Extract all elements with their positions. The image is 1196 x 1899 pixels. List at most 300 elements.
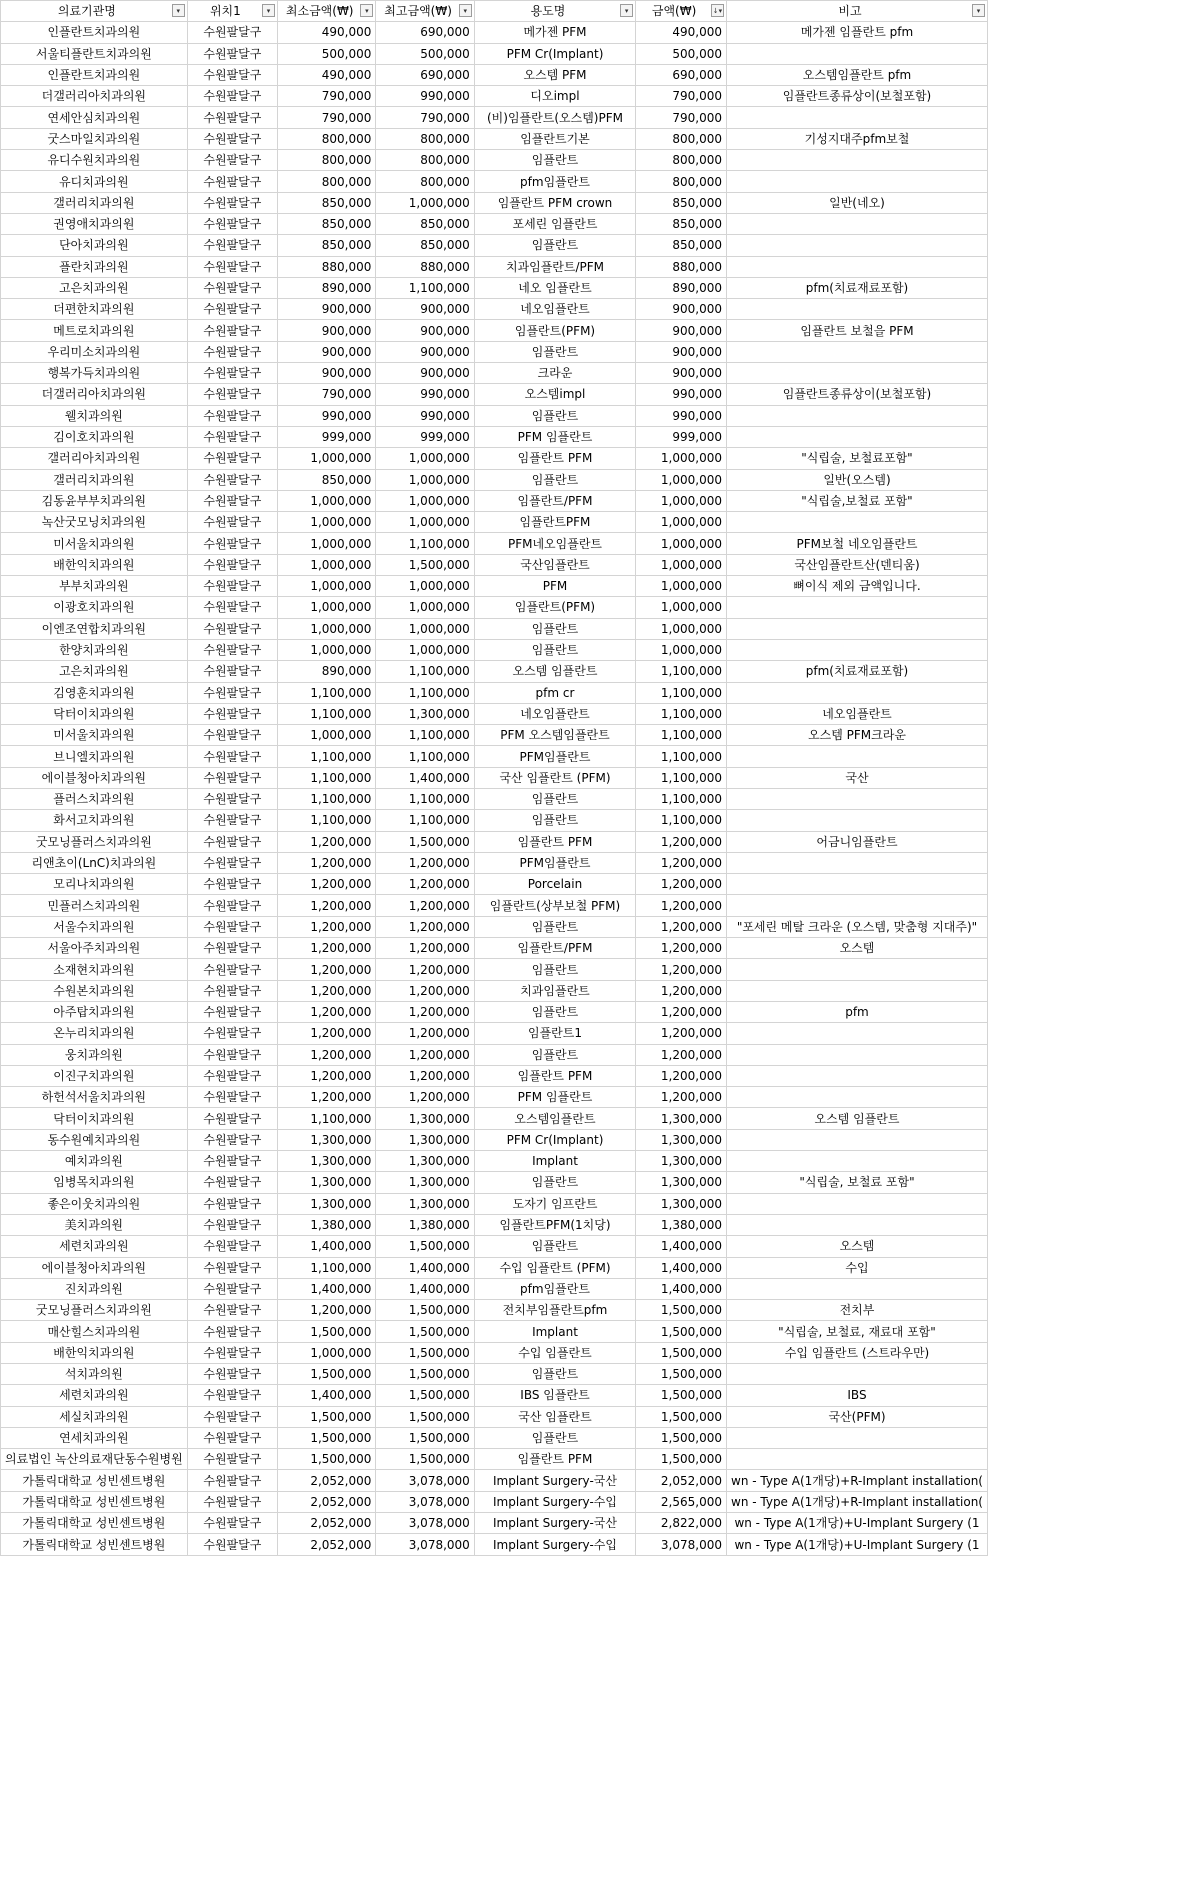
max-price-cell[interactable]: 1,500,000 bbox=[376, 1321, 474, 1342]
usage-name-cell[interactable]: 디오impl bbox=[474, 86, 635, 107]
table-row[interactable] bbox=[1, 171, 988, 192]
max-price-cell[interactable]: 1,200,000 bbox=[376, 938, 474, 959]
max-price-cell[interactable]: 1,500,000 bbox=[376, 1300, 474, 1321]
table-row[interactable] bbox=[1, 1321, 988, 1342]
price-cell[interactable]: 1,100,000 bbox=[636, 746, 727, 767]
remarks-cell[interactable]: "식립술,보철료 포함" bbox=[726, 490, 987, 511]
table-row[interactable] bbox=[1, 1172, 988, 1193]
hospital-name-cell[interactable]: 수원본치과의원 bbox=[1, 980, 188, 1001]
location-cell[interactable]: 수원팔달구 bbox=[187, 277, 277, 298]
max-price-cell[interactable]: 1,200,000 bbox=[376, 959, 474, 980]
min-price-cell[interactable]: 1,200,000 bbox=[278, 916, 376, 937]
table-row[interactable] bbox=[1, 213, 988, 234]
location-cell[interactable]: 수원팔달구 bbox=[187, 1364, 277, 1385]
max-price-cell[interactable]: 1,500,000 bbox=[376, 1236, 474, 1257]
price-cell[interactable]: 1,200,000 bbox=[636, 1065, 727, 1086]
table-row[interactable] bbox=[1, 661, 988, 682]
remarks-cell[interactable]: wn - Type A(1개당)+U-Implant Surgery (1 bbox=[726, 1513, 987, 1534]
usage-name-cell[interactable]: Implant Surgery-국산 bbox=[474, 1470, 635, 1491]
filter-dropdown-icon[interactable]: ▾ bbox=[262, 4, 275, 17]
location-cell[interactable]: 수원팔달구 bbox=[187, 874, 277, 895]
hospital-name-cell[interactable]: 권영애치과의원 bbox=[1, 213, 188, 234]
location-cell[interactable]: 수원팔달구 bbox=[187, 980, 277, 1001]
remarks-cell[interactable]: 임플란트 보철을 PFM bbox=[726, 320, 987, 341]
hospital-name-cell[interactable]: 유디수원치과의원 bbox=[1, 150, 188, 171]
min-price-cell[interactable]: 1,100,000 bbox=[278, 682, 376, 703]
price-cell[interactable]: 1,500,000 bbox=[636, 1449, 727, 1470]
location-cell[interactable]: 수원팔달구 bbox=[187, 107, 277, 128]
min-price-cell[interactable]: 1,100,000 bbox=[278, 1257, 376, 1278]
usage-name-cell[interactable]: 수입 임플란트 bbox=[474, 1342, 635, 1363]
price-cell[interactable]: 1,100,000 bbox=[636, 788, 727, 809]
location-cell[interactable]: 수원팔달구 bbox=[187, 405, 277, 426]
hospital-name-cell[interactable]: 인플란트치과의원 bbox=[1, 22, 188, 43]
max-price-cell[interactable]: 990,000 bbox=[376, 384, 474, 405]
max-price-cell[interactable]: 800,000 bbox=[376, 128, 474, 149]
remarks-cell[interactable] bbox=[726, 618, 987, 639]
usage-name-cell[interactable]: 임플란트 bbox=[474, 1427, 635, 1448]
min-price-cell[interactable]: 2,052,000 bbox=[278, 1470, 376, 1491]
usage-name-cell[interactable]: 임플란트 bbox=[474, 1364, 635, 1385]
remarks-cell[interactable]: 오스템 임플란트 bbox=[726, 1108, 987, 1129]
max-price-cell[interactable]: 880,000 bbox=[376, 256, 474, 277]
usage-name-cell[interactable]: 임플란트 PFM bbox=[474, 831, 635, 852]
hospital-name-cell[interactable]: 모리나치과의원 bbox=[1, 874, 188, 895]
price-cell[interactable]: 1,000,000 bbox=[636, 512, 727, 533]
table-row[interactable] bbox=[1, 1342, 988, 1363]
price-cell[interactable]: 1,200,000 bbox=[636, 959, 727, 980]
min-price-cell[interactable]: 1,100,000 bbox=[278, 767, 376, 788]
price-cell[interactable]: 1,200,000 bbox=[636, 980, 727, 1001]
price-cell[interactable]: 1,200,000 bbox=[636, 874, 727, 895]
hospital-name-cell[interactable]: 한양치과의원 bbox=[1, 639, 188, 660]
table-row[interactable] bbox=[1, 299, 988, 320]
min-price-cell[interactable]: 900,000 bbox=[278, 320, 376, 341]
hospital-name-cell[interactable]: 행복가득치과의원 bbox=[1, 363, 188, 384]
min-price-cell[interactable]: 1,500,000 bbox=[278, 1364, 376, 1385]
hospital-name-cell[interactable]: 이광호치과의원 bbox=[1, 597, 188, 618]
hospital-name-cell[interactable]: 가톨릭대학교 성빈센트병원 bbox=[1, 1513, 188, 1534]
usage-name-cell[interactable]: PFM 임플란트 bbox=[474, 426, 635, 447]
price-cell[interactable]: 490,000 bbox=[636, 22, 727, 43]
hospital-name-cell[interactable]: 이진구치과의원 bbox=[1, 1065, 188, 1086]
min-price-cell[interactable]: 2,052,000 bbox=[278, 1491, 376, 1512]
remarks-cell[interactable]: PFM보철 네오임플란트 bbox=[726, 533, 987, 554]
usage-name-cell[interactable]: 임플란트 bbox=[474, 916, 635, 937]
price-cell[interactable]: 1,100,000 bbox=[636, 767, 727, 788]
location-cell[interactable]: 수원팔달구 bbox=[187, 938, 277, 959]
hospital-name-cell[interactable]: 가톨릭대학교 성빈센트병원 bbox=[1, 1534, 188, 1555]
usage-name-cell[interactable]: Porcelain bbox=[474, 874, 635, 895]
remarks-cell[interactable] bbox=[726, 874, 987, 895]
min-price-cell[interactable]: 900,000 bbox=[278, 299, 376, 320]
remarks-cell[interactable] bbox=[726, 341, 987, 362]
max-price-cell[interactable]: 1,300,000 bbox=[376, 1129, 474, 1150]
hospital-name-cell[interactable]: 예치과의원 bbox=[1, 1151, 188, 1172]
price-cell[interactable]: 690,000 bbox=[636, 64, 727, 85]
sort-descending-filter-icon[interactable]: ↓▾ bbox=[711, 4, 724, 17]
min-price-cell[interactable]: 1,200,000 bbox=[278, 1087, 376, 1108]
location-cell[interactable]: 수원팔달구 bbox=[187, 213, 277, 234]
price-cell[interactable]: 1,500,000 bbox=[636, 1300, 727, 1321]
price-cell[interactable]: 1,400,000 bbox=[636, 1236, 727, 1257]
usage-name-cell[interactable]: 임플란트기본 bbox=[474, 128, 635, 149]
table-row[interactable] bbox=[1, 895, 988, 916]
usage-name-cell[interactable]: 국산 임플란트 (PFM) bbox=[474, 767, 635, 788]
usage-name-cell[interactable]: 네오임플란트 bbox=[474, 703, 635, 724]
location-cell[interactable]: 수원팔달구 bbox=[187, 788, 277, 809]
price-cell[interactable]: 2,822,000 bbox=[636, 1513, 727, 1534]
hospital-name-cell[interactable]: 화서고치과의원 bbox=[1, 810, 188, 831]
table-row[interactable] bbox=[1, 938, 988, 959]
hospital-name-cell[interactable]: 에이블청아치과의원 bbox=[1, 1257, 188, 1278]
price-cell[interactable]: 900,000 bbox=[636, 299, 727, 320]
remarks-cell[interactable]: 국산임플란트산(덴티움) bbox=[726, 554, 987, 575]
hospital-name-cell[interactable]: 진치과의원 bbox=[1, 1278, 188, 1299]
max-price-cell[interactable]: 900,000 bbox=[376, 363, 474, 384]
price-cell[interactable]: 1,000,000 bbox=[636, 639, 727, 660]
hospital-name-cell[interactable]: 고은치과의원 bbox=[1, 661, 188, 682]
usage-name-cell[interactable]: PFM네오임플란트 bbox=[474, 533, 635, 554]
table-row[interactable] bbox=[1, 86, 988, 107]
hospital-name-cell[interactable]: 배한익치과의원 bbox=[1, 1342, 188, 1363]
usage-name-cell[interactable]: 전치부임플란트pfm bbox=[474, 1300, 635, 1321]
price-cell[interactable]: 1,500,000 bbox=[636, 1342, 727, 1363]
remarks-cell[interactable] bbox=[726, 213, 987, 234]
remarks-cell[interactable]: 기성지대주pfm보철 bbox=[726, 128, 987, 149]
remarks-cell[interactable] bbox=[726, 895, 987, 916]
table-row[interactable] bbox=[1, 980, 988, 1001]
usage-name-cell[interactable]: 오스템impl bbox=[474, 384, 635, 405]
hospital-name-cell[interactable]: 닥터이치과의원 bbox=[1, 1108, 188, 1129]
remarks-cell[interactable]: pfm(치료재료포함) bbox=[726, 661, 987, 682]
hospital-name-cell[interactable]: 녹산굿모닝치과의원 bbox=[1, 512, 188, 533]
table-row[interactable] bbox=[1, 128, 988, 149]
remarks-cell[interactable]: pfm(치료재료포함) bbox=[726, 277, 987, 298]
min-price-cell[interactable]: 1,000,000 bbox=[278, 533, 376, 554]
price-cell[interactable]: 1,100,000 bbox=[636, 682, 727, 703]
max-price-cell[interactable]: 3,078,000 bbox=[376, 1470, 474, 1491]
usage-name-cell[interactable]: 크라운 bbox=[474, 363, 635, 384]
hospital-name-cell[interactable]: 더갤러리아치과의원 bbox=[1, 86, 188, 107]
remarks-cell[interactable]: 어금니임플란트 bbox=[726, 831, 987, 852]
min-price-cell[interactable]: 1,200,000 bbox=[278, 959, 376, 980]
location-cell[interactable]: 수원팔달구 bbox=[187, 320, 277, 341]
min-price-cell[interactable]: 1,000,000 bbox=[278, 639, 376, 660]
price-cell[interactable]: 1,300,000 bbox=[636, 1129, 727, 1150]
remarks-cell[interactable]: 전치부 bbox=[726, 1300, 987, 1321]
min-price-cell[interactable]: 1,200,000 bbox=[278, 1044, 376, 1065]
location-cell[interactable]: 수원팔달구 bbox=[187, 235, 277, 256]
remarks-cell[interactable] bbox=[726, 1364, 987, 1385]
remarks-cell[interactable]: 일반(네오) bbox=[726, 192, 987, 213]
hospital-name-cell[interactable]: 서울티플란트치과의원 bbox=[1, 43, 188, 64]
max-price-cell[interactable]: 1,500,000 bbox=[376, 1385, 474, 1406]
price-cell[interactable]: 1,100,000 bbox=[636, 703, 727, 724]
location-cell[interactable]: 수원팔달구 bbox=[187, 1151, 277, 1172]
location-cell[interactable]: 수원팔달구 bbox=[187, 512, 277, 533]
max-price-cell[interactable]: 3,078,000 bbox=[376, 1534, 474, 1555]
hospital-name-cell[interactable]: 동수원예치과의원 bbox=[1, 1129, 188, 1150]
hospital-name-cell[interactable]: 연세치과의원 bbox=[1, 1427, 188, 1448]
min-price-cell[interactable]: 500,000 bbox=[278, 43, 376, 64]
table-row[interactable] bbox=[1, 703, 988, 724]
hospital-name-cell[interactable]: 임병목치과의원 bbox=[1, 1172, 188, 1193]
hospital-name-cell[interactable]: 연세안심치과의원 bbox=[1, 107, 188, 128]
location-cell[interactable]: 수원팔달구 bbox=[187, 341, 277, 362]
usage-name-cell[interactable]: 수입 임플란트 (PFM) bbox=[474, 1257, 635, 1278]
price-cell[interactable]: 1,500,000 bbox=[636, 1364, 727, 1385]
hospital-name-cell[interactable]: 서울아주치과의원 bbox=[1, 938, 188, 959]
usage-name-cell[interactable]: 임플란트 bbox=[474, 1236, 635, 1257]
hospital-name-cell[interactable]: 가톨릭대학교 성빈센트병원 bbox=[1, 1491, 188, 1512]
price-cell[interactable]: 990,000 bbox=[636, 384, 727, 405]
max-price-cell[interactable]: 1,380,000 bbox=[376, 1214, 474, 1235]
usage-name-cell[interactable]: 네오 임플란트 bbox=[474, 277, 635, 298]
max-price-cell[interactable]: 1,400,000 bbox=[376, 1257, 474, 1278]
location-cell[interactable]: 수원팔달구 bbox=[187, 1385, 277, 1406]
usage-name-cell[interactable]: 임플란트 PFM bbox=[474, 1449, 635, 1470]
table-row[interactable] bbox=[1, 1491, 988, 1512]
max-price-cell[interactable]: 1,100,000 bbox=[376, 810, 474, 831]
hospital-name-cell[interactable]: 가톨릭대학교 성빈센트병원 bbox=[1, 1470, 188, 1491]
price-cell[interactable]: 1,100,000 bbox=[636, 725, 727, 746]
usage-name-cell[interactable]: 임플란트 bbox=[474, 405, 635, 426]
price-cell[interactable]: 850,000 bbox=[636, 235, 727, 256]
table-row[interactable] bbox=[1, 1470, 988, 1491]
hospital-name-cell[interactable]: 단아치과의원 bbox=[1, 235, 188, 256]
location-cell[interactable]: 수원팔달구 bbox=[187, 299, 277, 320]
price-cell[interactable]: 1,300,000 bbox=[636, 1193, 727, 1214]
max-price-cell[interactable]: 1,300,000 bbox=[376, 1151, 474, 1172]
hospital-name-cell[interactable]: 미서울치과의원 bbox=[1, 725, 188, 746]
table-row[interactable] bbox=[1, 448, 988, 469]
table-row[interactable] bbox=[1, 959, 988, 980]
hospital-name-cell[interactable]: 에이블청아치과의원 bbox=[1, 767, 188, 788]
min-price-cell[interactable]: 1,200,000 bbox=[278, 1065, 376, 1086]
location-cell[interactable]: 수원팔달구 bbox=[187, 128, 277, 149]
location-cell[interactable]: 수원팔달구 bbox=[187, 1065, 277, 1086]
table-row[interactable] bbox=[1, 1129, 988, 1150]
min-price-cell[interactable]: 850,000 bbox=[278, 235, 376, 256]
hospital-name-cell[interactable]: 굿모닝플러스치과의원 bbox=[1, 831, 188, 852]
max-price-cell[interactable]: 1,200,000 bbox=[376, 895, 474, 916]
price-cell[interactable]: 2,565,000 bbox=[636, 1491, 727, 1512]
remarks-cell[interactable] bbox=[726, 107, 987, 128]
min-price-cell[interactable]: 790,000 bbox=[278, 384, 376, 405]
remarks-cell[interactable] bbox=[726, 363, 987, 384]
price-cell[interactable]: 1,400,000 bbox=[636, 1257, 727, 1278]
hospital-name-cell[interactable]: 민플러스치과의원 bbox=[1, 895, 188, 916]
table-row[interactable] bbox=[1, 22, 988, 43]
table-row[interactable] bbox=[1, 746, 988, 767]
remarks-cell[interactable] bbox=[726, 788, 987, 809]
table-row[interactable] bbox=[1, 512, 988, 533]
hospital-name-cell[interactable]: 더갤러리아치과의원 bbox=[1, 384, 188, 405]
hospital-name-cell[interactable]: 온누리치과의원 bbox=[1, 1023, 188, 1044]
usage-name-cell[interactable]: PFM임플란트 bbox=[474, 852, 635, 873]
max-price-cell[interactable]: 1,100,000 bbox=[376, 746, 474, 767]
max-price-cell[interactable]: 3,078,000 bbox=[376, 1513, 474, 1534]
table-row[interactable] bbox=[1, 1151, 988, 1172]
usage-name-cell[interactable]: 임플란트 bbox=[474, 341, 635, 362]
remarks-cell[interactable] bbox=[726, 1427, 987, 1448]
price-cell[interactable]: 1,000,000 bbox=[636, 576, 727, 597]
price-cell[interactable]: 1,100,000 bbox=[636, 810, 727, 831]
remarks-cell[interactable] bbox=[726, 1151, 987, 1172]
price-cell[interactable]: 1,200,000 bbox=[636, 1087, 727, 1108]
location-cell[interactable]: 수원팔달구 bbox=[187, 916, 277, 937]
max-price-cell[interactable]: 800,000 bbox=[376, 150, 474, 171]
max-price-cell[interactable]: 3,078,000 bbox=[376, 1491, 474, 1512]
location-cell[interactable]: 수원팔달구 bbox=[187, 661, 277, 682]
table-row[interactable] bbox=[1, 277, 988, 298]
remarks-cell[interactable]: "식립술, 보철료, 재료대 포함" bbox=[726, 1321, 987, 1342]
table-row[interactable] bbox=[1, 1300, 988, 1321]
location-cell[interactable]: 수원팔달구 bbox=[187, 810, 277, 831]
min-price-cell[interactable]: 1,200,000 bbox=[278, 1023, 376, 1044]
table-row[interactable] bbox=[1, 426, 988, 447]
price-cell[interactable]: 1,200,000 bbox=[636, 831, 727, 852]
hospital-name-cell[interactable]: 이엔조연합치과의원 bbox=[1, 618, 188, 639]
max-price-cell[interactable]: 1,200,000 bbox=[376, 916, 474, 937]
filter-dropdown-icon[interactable]: ▾ bbox=[620, 4, 633, 17]
usage-name-cell[interactable]: 임플란트 bbox=[474, 639, 635, 660]
max-price-cell[interactable]: 1,000,000 bbox=[376, 469, 474, 490]
price-cell[interactable]: 1,000,000 bbox=[636, 554, 727, 575]
max-price-cell[interactable]: 990,000 bbox=[376, 405, 474, 426]
usage-name-cell[interactable]: 임플란트 PFM bbox=[474, 1065, 635, 1086]
min-price-cell[interactable]: 1,500,000 bbox=[278, 1321, 376, 1342]
table-row[interactable] bbox=[1, 192, 988, 213]
max-price-cell[interactable]: 1,200,000 bbox=[376, 1023, 474, 1044]
location-cell[interactable]: 수원팔달구 bbox=[187, 682, 277, 703]
max-price-cell[interactable]: 790,000 bbox=[376, 107, 474, 128]
usage-name-cell[interactable]: 임플란트 bbox=[474, 788, 635, 809]
table-row[interactable] bbox=[1, 916, 988, 937]
price-cell[interactable]: 1,200,000 bbox=[636, 916, 727, 937]
remarks-cell[interactable]: "포세린 메탈 크라운 (오스템, 맞춤형 지대주)" bbox=[726, 916, 987, 937]
hospital-name-cell[interactable]: 웰치과의원 bbox=[1, 405, 188, 426]
remarks-cell[interactable]: 오스템임플란트 pfm bbox=[726, 64, 987, 85]
max-price-cell[interactable]: 1,100,000 bbox=[376, 661, 474, 682]
min-price-cell[interactable]: 790,000 bbox=[278, 107, 376, 128]
location-cell[interactable]: 수원팔달구 bbox=[187, 639, 277, 660]
table-row[interactable] bbox=[1, 341, 988, 362]
max-price-cell[interactable]: 1,300,000 bbox=[376, 1108, 474, 1129]
location-cell[interactable]: 수원팔달구 bbox=[187, 895, 277, 916]
location-cell[interactable]: 수원팔달구 bbox=[187, 576, 277, 597]
remarks-cell[interactable] bbox=[726, 682, 987, 703]
usage-name-cell[interactable]: 국산 임플란트 bbox=[474, 1406, 635, 1427]
hospital-name-cell[interactable]: 리앤초이(LnC)치과의원 bbox=[1, 852, 188, 873]
hospital-name-cell[interactable]: 하헌석서울치과의원 bbox=[1, 1087, 188, 1108]
location-cell[interactable]: 수원팔달구 bbox=[187, 426, 277, 447]
price-cell[interactable]: 1,000,000 bbox=[636, 448, 727, 469]
table-row[interactable] bbox=[1, 384, 988, 405]
max-price-cell[interactable]: 690,000 bbox=[376, 22, 474, 43]
remarks-cell[interactable] bbox=[726, 43, 987, 64]
location-cell[interactable]: 수원팔달구 bbox=[187, 725, 277, 746]
location-cell[interactable]: 수원팔달구 bbox=[187, 469, 277, 490]
min-price-cell[interactable]: 1,000,000 bbox=[278, 725, 376, 746]
hospital-name-cell[interactable]: 부부치과의원 bbox=[1, 576, 188, 597]
usage-name-cell[interactable]: PFM 오스템임플란트 bbox=[474, 725, 635, 746]
location-cell[interactable]: 수원팔달구 bbox=[187, 1214, 277, 1235]
min-price-cell[interactable]: 1,000,000 bbox=[278, 554, 376, 575]
table-row[interactable] bbox=[1, 810, 988, 831]
remarks-cell[interactable]: "식립술, 보철료포함" bbox=[726, 448, 987, 469]
hospital-name-cell[interactable]: 석치과의원 bbox=[1, 1364, 188, 1385]
usage-name-cell[interactable]: PFM Cr(Implant) bbox=[474, 43, 635, 64]
location-cell[interactable]: 수원팔달구 bbox=[187, 533, 277, 554]
hospital-name-cell[interactable]: 서울수치과의원 bbox=[1, 916, 188, 937]
usage-name-cell[interactable]: 임플란트 bbox=[474, 150, 635, 171]
table-row[interactable] bbox=[1, 1001, 988, 1022]
price-cell[interactable]: 1,100,000 bbox=[636, 661, 727, 682]
max-price-cell[interactable]: 900,000 bbox=[376, 299, 474, 320]
remarks-cell[interactable] bbox=[726, 1214, 987, 1235]
remarks-cell[interactable] bbox=[726, 1023, 987, 1044]
min-price-cell[interactable]: 800,000 bbox=[278, 128, 376, 149]
usage-name-cell[interactable]: 오스템임플란트 bbox=[474, 1108, 635, 1129]
usage-name-cell[interactable]: 도자기 임프란트 bbox=[474, 1193, 635, 1214]
max-price-cell[interactable]: 1,000,000 bbox=[376, 639, 474, 660]
remarks-cell[interactable] bbox=[726, 299, 987, 320]
remarks-cell[interactable] bbox=[726, 1087, 987, 1108]
table-row[interactable] bbox=[1, 1087, 988, 1108]
remarks-cell[interactable]: IBS bbox=[726, 1385, 987, 1406]
min-price-cell[interactable]: 1,200,000 bbox=[278, 831, 376, 852]
usage-name-cell[interactable]: 임플란트PFM bbox=[474, 512, 635, 533]
usage-name-cell[interactable]: 임플란트 bbox=[474, 810, 635, 831]
price-cell[interactable]: 500,000 bbox=[636, 43, 727, 64]
price-cell[interactable]: 1,000,000 bbox=[636, 597, 727, 618]
table-row[interactable] bbox=[1, 1214, 988, 1235]
max-price-cell[interactable]: 1,500,000 bbox=[376, 554, 474, 575]
max-price-cell[interactable]: 1,300,000 bbox=[376, 1193, 474, 1214]
min-price-cell[interactable]: 990,000 bbox=[278, 405, 376, 426]
location-cell[interactable]: 수원팔달구 bbox=[187, 767, 277, 788]
remarks-cell[interactable] bbox=[726, 980, 987, 1001]
hospital-name-cell[interactable]: 배한익치과의원 bbox=[1, 554, 188, 575]
price-cell[interactable]: 800,000 bbox=[636, 171, 727, 192]
price-cell[interactable]: 850,000 bbox=[636, 192, 727, 213]
min-price-cell[interactable]: 1,300,000 bbox=[278, 1193, 376, 1214]
remarks-cell[interactable]: 메가젠 임플란트 pfm bbox=[726, 22, 987, 43]
min-price-cell[interactable]: 2,052,000 bbox=[278, 1513, 376, 1534]
price-cell[interactable]: 1,500,000 bbox=[636, 1406, 727, 1427]
usage-name-cell[interactable]: Implant Surgery-수입 bbox=[474, 1491, 635, 1512]
max-price-cell[interactable]: 1,500,000 bbox=[376, 831, 474, 852]
table-row[interactable] bbox=[1, 1236, 988, 1257]
table-row[interactable] bbox=[1, 235, 988, 256]
price-cell[interactable]: 1,500,000 bbox=[636, 1427, 727, 1448]
usage-name-cell[interactable]: 메가젠 PFM bbox=[474, 22, 635, 43]
remarks-cell[interactable]: 수입 임플란트 (스트라우만) bbox=[726, 1342, 987, 1363]
usage-name-cell[interactable]: 임플란트 bbox=[474, 618, 635, 639]
min-price-cell[interactable]: 1,300,000 bbox=[278, 1129, 376, 1150]
usage-name-cell[interactable]: 임플란트 PFM bbox=[474, 448, 635, 469]
usage-name-cell[interactable]: 임플란트/PFM bbox=[474, 938, 635, 959]
location-cell[interactable]: 수원팔달구 bbox=[187, 1491, 277, 1512]
hospital-name-cell[interactable]: 좋은이웃치과의원 bbox=[1, 1193, 188, 1214]
usage-name-cell[interactable]: 치과임플란트/PFM bbox=[474, 256, 635, 277]
table-row[interactable] bbox=[1, 1427, 988, 1448]
filter-dropdown-icon[interactable]: ▾ bbox=[459, 4, 472, 17]
location-cell[interactable]: 수원팔달구 bbox=[187, 448, 277, 469]
max-price-cell[interactable]: 1,300,000 bbox=[376, 1172, 474, 1193]
